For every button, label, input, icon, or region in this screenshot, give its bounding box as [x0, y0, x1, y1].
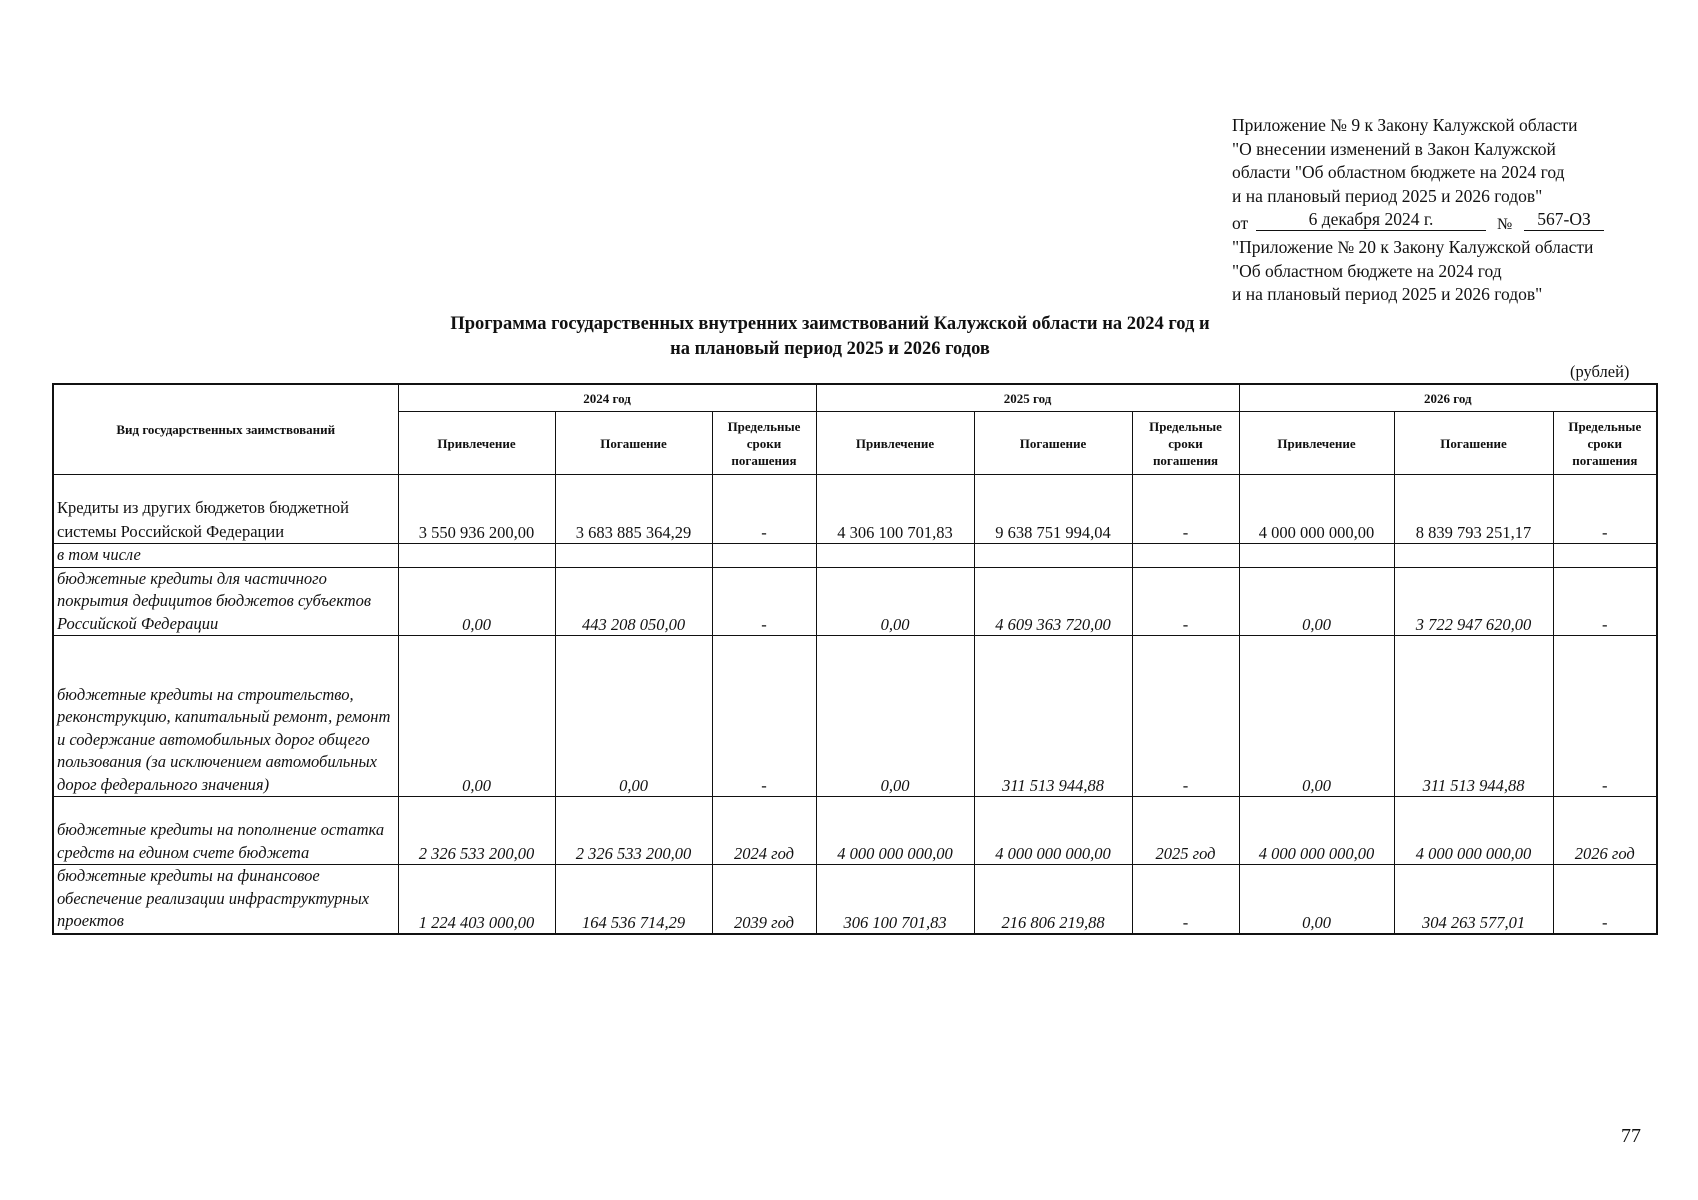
- cell-value: 0,00: [1239, 865, 1394, 934]
- col-header-repayment: Погашение: [1394, 412, 1553, 475]
- col-header-year: 2026 год: [1239, 384, 1657, 412]
- row-label: в том числе: [53, 544, 398, 568]
- cell-value: 4 609 363 720,00: [974, 567, 1132, 636]
- cell-value: -: [712, 636, 816, 797]
- appendix-line: Приложение № 9 к Закону Калужской области: [1232, 115, 1578, 135]
- row-label: бюджетные кредиты на пополнение остатка средств на едином счете бюджета: [53, 797, 398, 865]
- cell-value: 0,00: [1239, 567, 1394, 636]
- cell-value: 3 550 936 200,00: [398, 475, 555, 544]
- law-signature-row: [1232, 208, 1672, 232]
- cell-value: 2 326 533 200,00: [398, 797, 555, 865]
- cell-value: 3 722 947 620,00: [1394, 567, 1553, 636]
- cell-value: [712, 544, 816, 568]
- table-row: [53, 567, 1657, 636]
- cell-value: [555, 544, 712, 568]
- cell-value: [1239, 544, 1394, 568]
- cell-value: 304 263 577,01: [1394, 865, 1553, 934]
- unit-label: (рублей): [1570, 362, 1630, 381]
- col-header-attraction: Привлечение: [816, 412, 974, 475]
- table-row: [53, 636, 1657, 797]
- appendix-line: области "Об областном бюджете на 2024 год: [1232, 162, 1565, 182]
- appendix-line: "Об областном бюджете на 2024 год: [1232, 260, 1502, 281]
- cell-value: -: [1132, 636, 1239, 797]
- cell-value: [816, 544, 974, 568]
- cell-value: 4 000 000 000,00: [1239, 475, 1394, 544]
- col-header-repayment: Погашение: [974, 412, 1132, 475]
- cell-value: -: [1553, 865, 1657, 934]
- cell-value: -: [712, 567, 816, 636]
- col-header-max-term: Предельные сроки погашения: [712, 412, 816, 475]
- cell-value: 0,00: [1239, 636, 1394, 797]
- cell-value: 164 536 714,29: [555, 865, 712, 934]
- cell-value: 2 326 533 200,00: [555, 797, 712, 865]
- table-row: [53, 544, 1657, 568]
- law-number: 567-ОЗ: [1524, 210, 1604, 231]
- cell-value: -: [1553, 567, 1657, 636]
- cell-value: 2026 год: [1553, 797, 1657, 865]
- law-date: 6 декабря 2024 г.: [1256, 210, 1486, 231]
- cell-value: -: [1132, 865, 1239, 934]
- table-row: [53, 865, 1657, 934]
- cell-value: 0,00: [816, 636, 974, 797]
- cell-value: 2025 год: [1132, 797, 1239, 865]
- table-header-row: [53, 384, 1657, 412]
- cell-value: 306 100 701,83: [816, 865, 974, 934]
- number-sign: №: [1497, 216, 1513, 233]
- cell-value: 8 839 793 251,17: [1394, 475, 1553, 544]
- date-prefix: от: [1232, 213, 1249, 233]
- row-label: Кредиты из других бюджетов бюджетной системы Российской Федерации: [53, 475, 398, 544]
- cell-value: 4 306 100 701,83: [816, 475, 974, 544]
- cell-value: -: [1553, 636, 1657, 797]
- col-header-attraction: Привлечение: [398, 412, 555, 475]
- cell-value: 4 000 000 000,00: [1394, 797, 1553, 865]
- table-row: [53, 797, 1657, 865]
- cell-value: [1553, 544, 1657, 568]
- table-row: [53, 475, 1657, 544]
- col-header-max-term: Предельные сроки погашения: [1132, 412, 1239, 475]
- col-header-year: 2024 год: [398, 384, 816, 412]
- cell-value: 0,00: [816, 567, 974, 636]
- cell-value: [974, 544, 1132, 568]
- appendix-line: и на плановый период 2025 и 2026 годов": [1232, 284, 1543, 304]
- col-header-attraction: Привлечение: [1239, 412, 1394, 475]
- cell-value: 311 513 944,88: [974, 636, 1132, 797]
- appendix-line: "Приложение № 20 к Закону Калужской области: [1232, 237, 1594, 257]
- cell-value: 2039 год: [712, 865, 816, 934]
- title-line-2: на плановый период 2025 и 2026 годов: [670, 339, 990, 359]
- row-label: бюджетные кредиты на финансовое обеспечение реализации инфраструктурных проектов: [53, 865, 398, 934]
- row-label: бюджетные кредиты на строительство, реконструкцию, капитальный ремонт, ремонт и содержание автомобильных дорог общего пользования (за исключением автомобильных дорог федерального значения): [53, 636, 398, 797]
- col-header-year: 2025 год: [816, 384, 1239, 412]
- cell-value: 1 224 403 000,00: [398, 865, 555, 934]
- page-number: 77: [1621, 1125, 1641, 1147]
- cell-value: 4 000 000 000,00: [974, 797, 1132, 865]
- cell-value: 0,00: [398, 567, 555, 636]
- col-header-borrowing-type: Вид государственных заимствований: [53, 384, 398, 475]
- cell-value: 3 683 885 364,29: [555, 475, 712, 544]
- cell-value: [1394, 544, 1553, 568]
- row-label: бюджетные кредиты для частичного покрытия дефицитов бюджетов субъектов Российской Федерации: [53, 567, 398, 636]
- cell-value: 4 000 000 000,00: [1239, 797, 1394, 865]
- title-line-1: Программа государственных внутренних заимствований Калужской области на 2024 год и: [450, 314, 1210, 334]
- borrowings-table: [52, 383, 1658, 935]
- appendix-block: [1232, 114, 1672, 307]
- document-title: [330, 312, 1330, 362]
- cell-value: -: [1132, 567, 1239, 636]
- cell-value: 0,00: [555, 636, 712, 797]
- cell-value: [1132, 544, 1239, 568]
- appendix-line: "О внесении изменений в Закон Калужской: [1232, 138, 1556, 159]
- cell-value: 4 000 000 000,00: [816, 797, 974, 865]
- cell-value: -: [712, 475, 816, 544]
- cell-value: 311 513 944,88: [1394, 636, 1553, 797]
- appendix-line: и на плановый период 2025 и 2026 годов": [1232, 185, 1543, 206]
- cell-value: -: [1553, 475, 1657, 544]
- col-header-max-term: Предельные сроки погашения: [1553, 412, 1657, 475]
- cell-value: -: [1132, 475, 1239, 544]
- cell-value: 443 208 050,00: [555, 567, 712, 636]
- cell-value: 9 638 751 994,04: [974, 475, 1132, 544]
- cell-value: [398, 544, 555, 568]
- cell-value: 2024 год: [712, 797, 816, 865]
- col-header-repayment: Погашение: [555, 412, 712, 475]
- cell-value: 0,00: [398, 636, 555, 797]
- cell-value: 216 806 219,88: [974, 865, 1132, 934]
